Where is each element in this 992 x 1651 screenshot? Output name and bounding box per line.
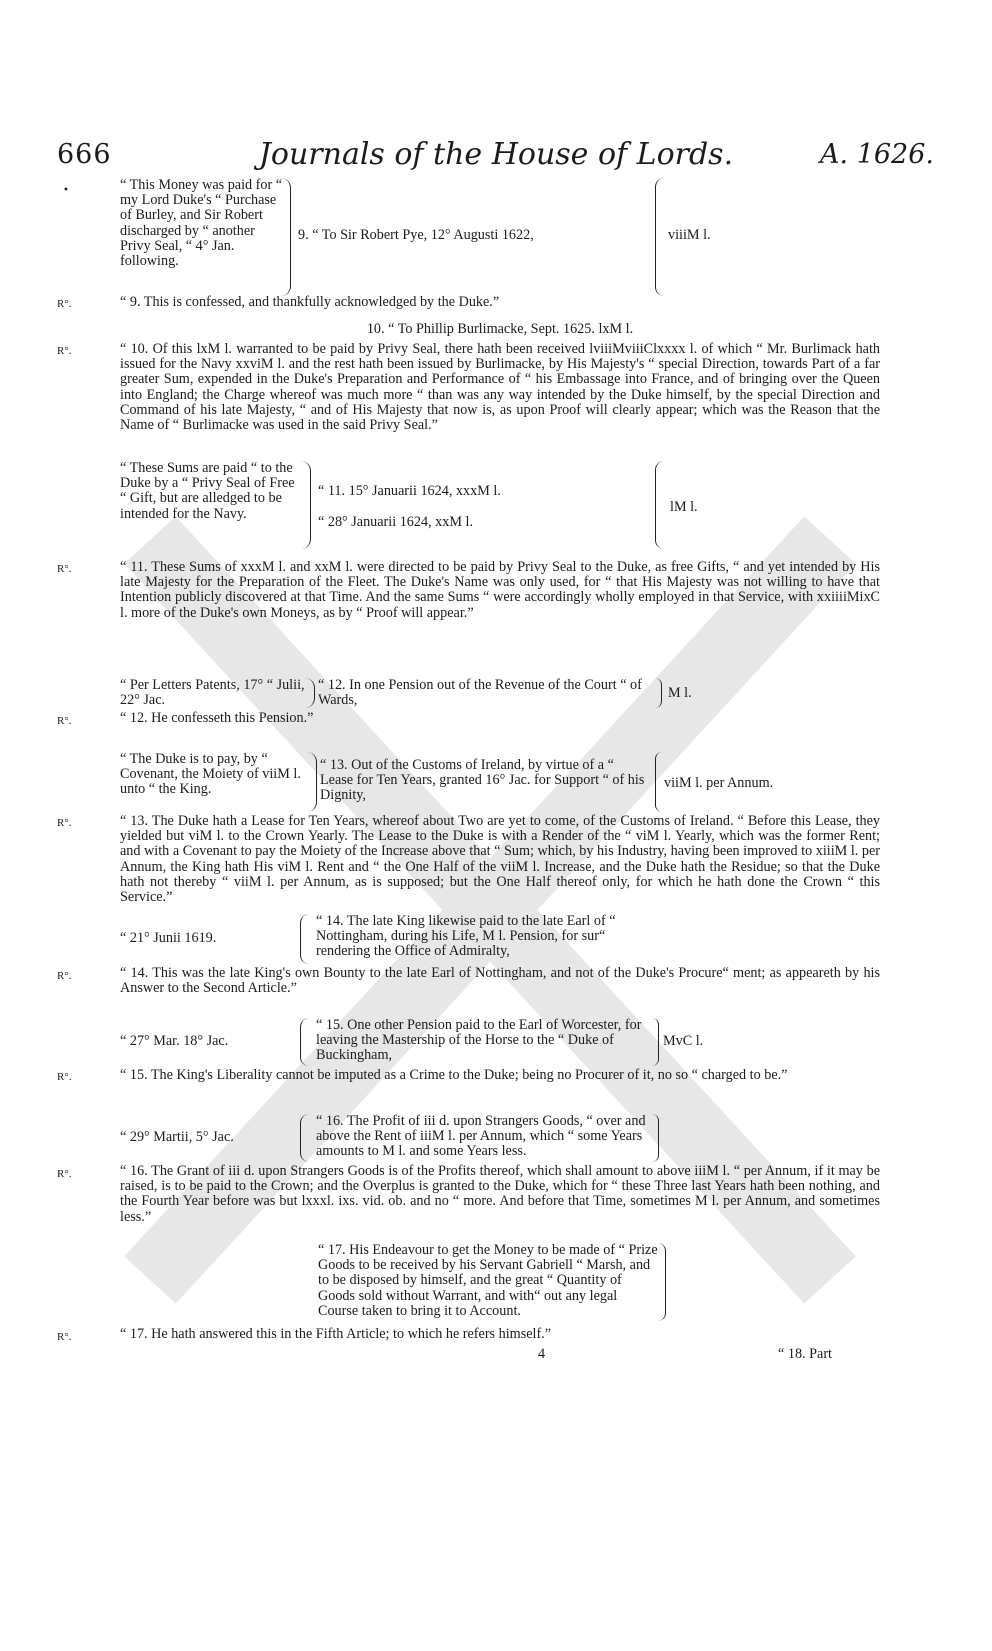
page-year: A. 1626. <box>820 139 934 170</box>
item-11-entry-b: “ 28° Januarii 1624, xxM l. <box>318 514 474 530</box>
item-14-reply: “ 14. This was the late King's own Bounty to the late Earl of Nottingham, and not of the Duke's Procure“ ment; as appeareth by his Answer to the Second Article.” <box>120 965 880 997</box>
item-13-note: “ The Duke is to pay, by “ Covenant, the Moiety of viiM l. unto “ the King. <box>120 752 317 812</box>
item-13-entry: “ 13. Out of the Customs of Ireland, by virtue of a “ Lease for Ten Years, granted 16° Jac. for Support “ of his Dignity, <box>320 757 645 804</box>
item-12-entry: “ 12. In one Pension out of the Revenue of the Court “ of Wards, <box>318 677 642 709</box>
page-number: 666 <box>57 139 112 170</box>
item-14-brace <box>300 914 309 964</box>
item-11-entry-a: “ 11. 15° Januarii 1624, xxxM l. <box>318 483 501 499</box>
item-11-note: “ These Sums are paid “ to the Duke by a “ Privy Seal of Free “ Gift, but are alledged to be intended for the Navy. <box>120 461 311 549</box>
reply-mark-12: R°. <box>57 715 72 727</box>
item-17-brace <box>658 1243 666 1321</box>
item-9-note: “ This Money was paid for “ my Lord Duke's “ Purchase of Burley, and Sir Robert discharged by “ another Privy Seal, “ 4° Jan. following. <box>120 178 291 296</box>
item-16-entry: “ 16. The Profit of iii d. upon Strangers Goods, “ over and above the Rent of iiiM l. per Annum, which “ some Years amounts to M l. and some Years less. <box>316 1113 646 1160</box>
reply-mark-11: R°. <box>57 563 72 575</box>
item-9-amount: viiiM l. <box>668 227 711 243</box>
item-9-reply: “ 9. This is confessed, and thankfully acknowledged by the Duke.” <box>120 294 500 310</box>
item-15-entry: “ 15. One other Pension paid to the Earl of Worcester, for leaving the Mastership of the Horse to the “ Duke of Buckingham, <box>316 1017 642 1064</box>
reply-mark-13: R°. <box>57 817 72 829</box>
item-15-brace <box>300 1018 309 1066</box>
item-14-note: “ 21° Junii 1619. <box>120 930 217 946</box>
item-15-brace-right <box>652 1018 659 1066</box>
item-16-brace-right <box>652 1114 659 1162</box>
item-16-brace <box>300 1114 309 1162</box>
reply-mark-9: R°. <box>57 298 72 310</box>
item-11-brace <box>655 461 664 549</box>
item-10-heading: 10. “ To Phillip Burlimacke, Sept. 1625. lxM l. <box>366 321 634 337</box>
item-12-brace <box>655 678 662 708</box>
item-15-reply: “ 15. The King's Liberality cannot be imputed as a Crime to the Duke; being no Procurer of it, no so “ charged to be.” <box>120 1067 788 1083</box>
item-9-entry: 9. “ To Sir Robert Pye, 12° Augusti 1622, <box>298 227 534 243</box>
catchword: “ 18. Part <box>778 1346 832 1362</box>
item-16-note: “ 29° Martii, 5° Jac. <box>120 1129 234 1145</box>
item-15-note: “ 27° Mar. 18° Jac. <box>120 1033 229 1049</box>
item-16-reply: “ 16. The Grant of iii d. upon Strangers Goods is of the Profits thereof, which shall amount to above iiiM l. “ per Annum, if it may be raised, is to be paid to the Crown; and the Overplus is granted to the Duke, which for “ these Three last Years hath been nothing, and the Fourth Year before was but lxxxl. ixs. vid. ob. and no “ more. And before that Time, sometimes M l. per Annum, and sometimes less.” <box>120 1163 880 1225</box>
reply-mark-16: R°. <box>57 1168 72 1180</box>
item-17-reply: “ 17. He hath answered this in the Fifth Article; to which he refers himself.” <box>120 1326 552 1342</box>
reply-mark-17: R°. <box>57 1331 72 1343</box>
bullet-mark: • <box>63 185 69 196</box>
item-12-note: “ Per Letters Patents, 17° “ Julii, 22° Jac. <box>120 678 315 708</box>
item-9-brace <box>655 178 664 296</box>
reply-mark-15: R°. <box>57 1071 72 1083</box>
item-12-reply: “ 12. He confesseth this Pension.” <box>120 710 314 726</box>
item-17-entry: “ 17. His Endeavour to get the Money to be made of “ Prize Goods to be received by his Servant Gabriell “ Marsh, and to be disposed by himself, and the great “ Quantity of Goods sold without Warrant, and with“ out any legal Course taken to bring it to Account. <box>318 1242 658 1319</box>
reply-mark-14: R°. <box>57 970 72 982</box>
item-13-amount: viiM l. per Annum. <box>664 775 774 791</box>
item-13-brace <box>655 752 662 812</box>
signature-mark: 4 <box>538 1346 546 1362</box>
item-11-reply: “ 11. These Sums of xxxM l. and xxM l. were directed to be paid by Privy Seal to the Duke, as free Gifts, “ and yet intended by His late Majesty for the Preparation of the Fleet. The Duke's Name was only used, for “ that His Majesty was not willing to have that Intention publicly discovered at that Time. And the same Sums “ were accordingly wholly employed in that Service, with xxiiiiMixC l. more of the Duke's own Moneys, as by “ Proof will appear.” <box>120 559 880 621</box>
item-15-amount: MvC l. <box>663 1033 704 1049</box>
item-14-entry: “ 14. The late King likewise paid to the late Earl of “ Nottingham, during his Life, M l. Pension, for sur“ rendering the Office of Admiralty, <box>316 913 616 960</box>
item-10-reply: “ 10. Of this lxM l. warranted to be paid by Privy Seal, there hath been received lviiiMviiiClxxxx l. of which “ Mr. Burlimack hath issued for the Navy xxviM l. and the rest hath been issued by Burlimacke, by His Majesty's “ special Direction, towards Part of a far greater Sum, expended in the Duke's Preparation and Performance of “ his Embassage into France, and of bringing over the Queen into England; the Charge whereof was much more “ than was any way intended by the Duke himself, by the special Direction and Command of his late Majesty, “ and of His Majesty that now is, as upon Proof will clearly appear; which was the Reason that the Name of “ Burlimacke was used in the said Privy Seal.” <box>120 341 880 434</box>
item-11-amount: lM l. <box>670 499 698 515</box>
item-13-reply: “ 13. The Duke hath a Lease for Ten Years, whereof about Two are yet to come, of the Customs of Ireland. “ Before this Lease, they yielded but viM l. to the Crown Yearly. The Lease to the Duke is with a Render of the “ viM l. Yearly, which was the former Rent; and with a Covenant to pay the Moiety of the Increase above that “ Sum; which, by his Industry, having been improved to xiiiM l. per Annum, the King hath His viM l. Rent and “ the One Half of the viiM l. Increase, and the Duke hath the Residue; so that the Duke hath not thereby “ viiM l. per Annum, as is supposed; but the One Half thereof only, for which he hath done the Crown “ this Service.” <box>120 813 880 906</box>
item-12-amount: M l. <box>668 685 692 701</box>
journal-title: Journals of the House of Lords. <box>258 137 734 172</box>
reply-mark-10: R°. <box>57 345 72 357</box>
